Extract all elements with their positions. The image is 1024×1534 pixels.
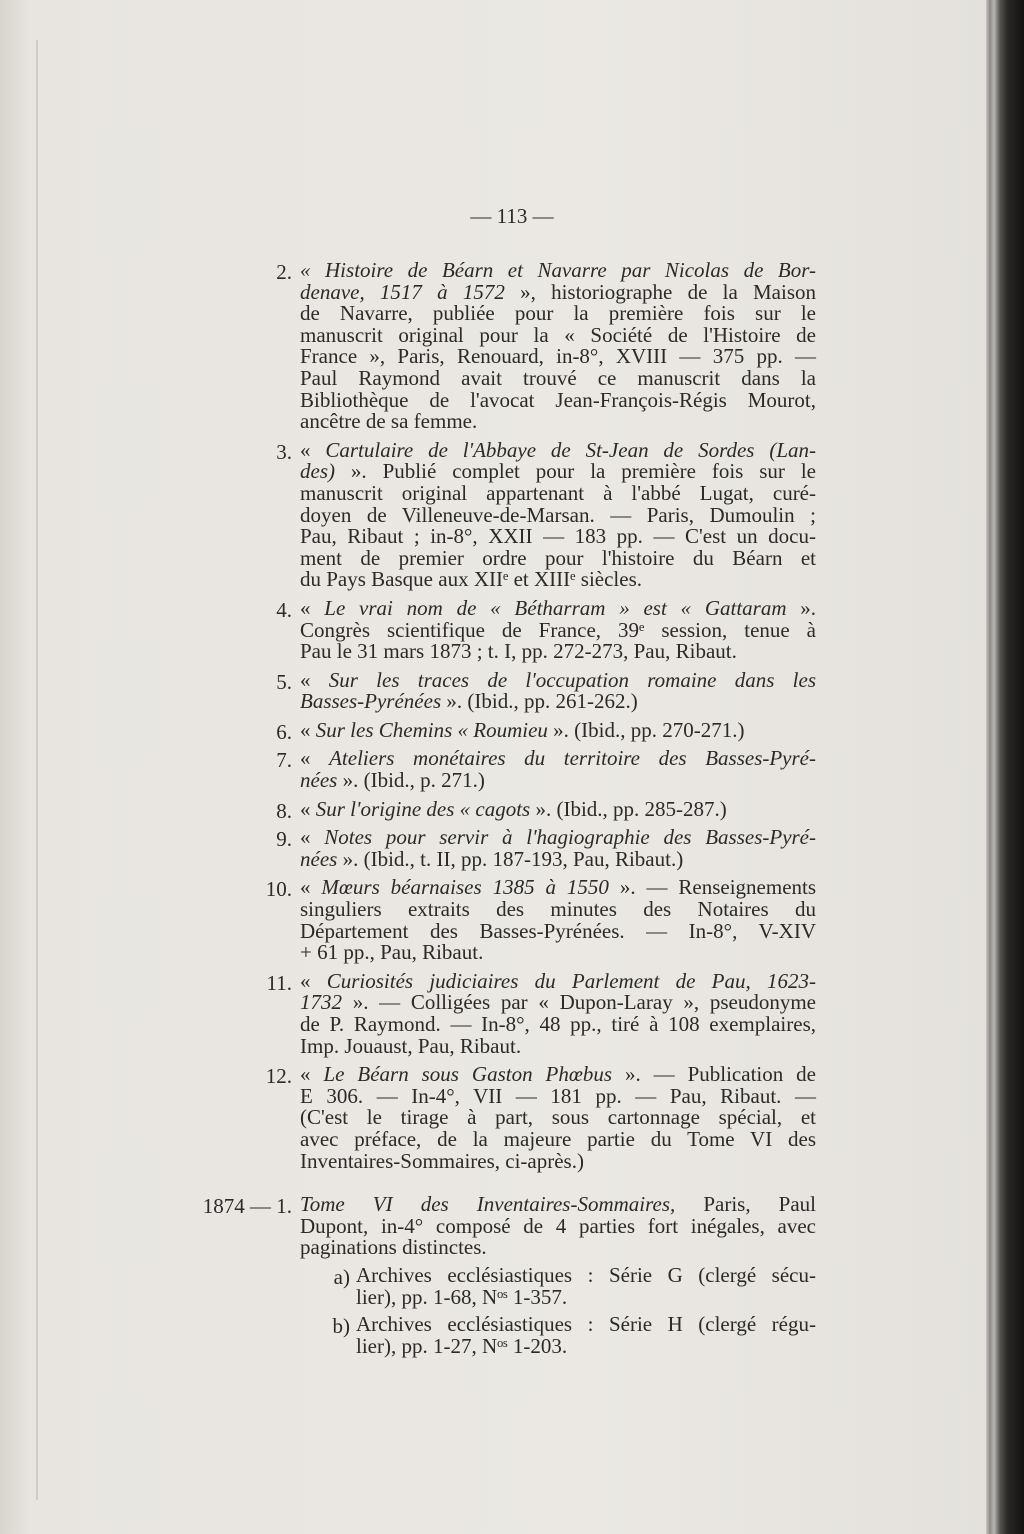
- roman-text: manuscrit original appartenant à l'abbé Lugat, curé-: [300, 480, 816, 505]
- bibliography-entry: [276, 825, 816, 871]
- text-line: [300, 641, 816, 663]
- roman-text: ». — Colligées par « Dupon-Laray », pseudonyme: [342, 990, 816, 1015]
- roman-text: Dupont, in-4° composé de 4 parties fort inégales, avec: [300, 1213, 816, 1238]
- text-line: [300, 595, 817, 620]
- text-line: [300, 691, 816, 713]
- page-edge: [986, 0, 1024, 1534]
- text-line: [300, 1194, 816, 1216]
- text-line: [300, 437, 816, 462]
- text-line: [356, 1314, 816, 1336]
- roman-text: ment de premier ordre pour l'histoire du Béarn et: [300, 545, 816, 570]
- text-line: [300, 717, 816, 742]
- roman-text: Pau le 31 mars 1873 ; t. I, pp. 272-273, Pau, Ribaut.: [300, 639, 737, 664]
- roman-text: ».: [786, 595, 817, 620]
- text-line: [300, 918, 816, 943]
- roman-text: de P. Raymond. — In-8°, 48 pp., tiré à 108 exemplaires,: [300, 1012, 816, 1036]
- text-line: [300, 303, 816, 325]
- roman-text: ». — Renseignements: [608, 875, 817, 900]
- entry-number: 2.: [276, 260, 292, 284]
- text-line: [300, 796, 816, 821]
- entry-number: 11.: [266, 970, 292, 995]
- sub-entry: [332, 1312, 816, 1358]
- text-line: [300, 1237, 816, 1259]
- text-line: [300, 1033, 816, 1058]
- roman-text: Archives ecclésiastiques : Série H (clergé régu-: [356, 1312, 816, 1337]
- entry-number: 1874 — 1.: [202, 1194, 292, 1219]
- text-line: [300, 365, 816, 390]
- roman-text: Pau, Ribaut ; in-8°, XXII — 183 pp. — C'est un docu-: [300, 524, 816, 549]
- bibliography-entry: [276, 746, 816, 793]
- roman-text: Paul Raymond avait trouvé ce manuscrit dans la: [300, 365, 816, 390]
- bibliography-entry: [276, 717, 816, 744]
- bibliography-list: [202, 258, 817, 1364]
- text-line: [300, 1126, 816, 1151]
- italic-title: Sur l'origine des « cagots: [315, 796, 531, 821]
- italic-title: Le vrai nom de « Bétharram » est « Gattaram: [324, 595, 787, 620]
- roman-text: avec préface, de la majeure partie du Tome VI des: [300, 1126, 816, 1151]
- italic-title: nées: [300, 846, 338, 871]
- roman-text: ». (Ibid., p. 271.): [337, 768, 485, 793]
- sub-entry: [333, 1262, 816, 1309]
- roman-text: singuliers extraits des minutes des Notaires du: [300, 897, 816, 922]
- roman-text: », historiographe de la Maison: [504, 279, 816, 304]
- text-line: [300, 387, 816, 412]
- roman-text: «: [300, 825, 325, 850]
- italic-title: Notes pour servir à l'hagiographie des Basses-Pyré-: [324, 825, 816, 850]
- text-line: [356, 1262, 816, 1287]
- italic-title: Ateliers monétaires du territoire des Basses-Pyré-: [329, 746, 816, 771]
- bibliography-entry: [202, 1192, 816, 1358]
- text-line: [300, 827, 816, 849]
- text-line: [300, 480, 816, 505]
- roman-text: France », Paris, Renouard, in-8°, XVIII — 375 pp. —: [300, 344, 816, 369]
- text-line: [300, 502, 816, 527]
- roman-text: lier), pp. 1-27, Nᵒˢ 1-203.: [356, 1333, 568, 1358]
- roman-text: «: [300, 1062, 324, 1087]
- italic-title: Sur les traces de l'occupation romaine dans les: [328, 667, 816, 692]
- roman-text: du Pays Basque aux XIIᵉ et XIIIᵉ siècles.: [300, 567, 643, 592]
- roman-text: ancêtre de sa femme.: [300, 409, 478, 434]
- entry-number: 4.: [276, 597, 292, 622]
- text-line: [300, 322, 816, 347]
- text-line: [300, 526, 816, 548]
- text-line: [300, 899, 816, 921]
- italic-title: 1732: [300, 990, 342, 1015]
- entry-number: 7.: [276, 748, 292, 773]
- text-line: [300, 346, 816, 368]
- roman-text: paginations distinctes.: [300, 1235, 487, 1260]
- italic-title: Tome VI des Inventaires-Sommaires,: [300, 1192, 676, 1217]
- roman-text: «: [300, 595, 325, 620]
- entry-number: 6.: [276, 719, 292, 744]
- text-line: [300, 617, 816, 642]
- italic-title: Sur les Chemins « Roumieu: [315, 717, 548, 742]
- page-fold-line: [36, 40, 38, 1500]
- italic-title: Le Béarn sous Gaston Phœbus: [323, 1062, 613, 1087]
- roman-text: Inventaires-Sommaires, ci-après.): [300, 1148, 584, 1173]
- italic-title: « Histoire de Béarn et Navarre par Nicolas de Bor-: [300, 258, 816, 282]
- roman-text: «: [300, 746, 330, 771]
- roman-text: manuscrit original pour la « Société de l'Histoire de: [300, 322, 816, 347]
- roman-text: «: [300, 875, 322, 900]
- roman-text: ». (Ibid., pp. 270-271.): [547, 717, 745, 742]
- text-line: [300, 1083, 816, 1108]
- bibliography-entry: [276, 437, 816, 592]
- roman-text: Département des Basses-Pyrénées. — In-8°, V-XIV: [300, 918, 816, 943]
- page-number: — 113 —: [470, 204, 554, 228]
- text-line: [300, 1213, 816, 1238]
- text-line: [300, 770, 816, 792]
- roman-text: «: [300, 667, 329, 692]
- italic-title: des): [300, 459, 335, 484]
- italic-title: denave, 1517 à 1572: [300, 279, 505, 304]
- roman-text: Paris, Paul: [675, 1192, 816, 1217]
- roman-text: lier), pp. 1-68, Nᵒˢ 1-357.: [356, 1284, 568, 1309]
- entry-number: 10.: [265, 877, 292, 902]
- entry-number: 5.: [276, 669, 292, 694]
- entry-number: 9.: [276, 827, 292, 852]
- text-line: [300, 942, 816, 964]
- italic-title: nées: [300, 768, 338, 793]
- text-line: [300, 877, 816, 899]
- text-line: [300, 667, 816, 692]
- roman-text: ». (Ibid., t. II, pp. 187-193, Pau, Ribaut.): [337, 846, 684, 871]
- italic-title: Curiosités judiciaires du Parlement de Pau, 1623-: [326, 968, 816, 993]
- text-line: [300, 1148, 816, 1173]
- text-line: [300, 968, 816, 993]
- text-line: [300, 846, 816, 871]
- text-line: [300, 411, 816, 433]
- roman-text: «: [300, 717, 316, 742]
- sub-entry-letter: b): [332, 1314, 350, 1339]
- italic-title: Basses-Pyrénées: [300, 689, 442, 714]
- italic-title: Cartulaire de l'Abbaye de St-Jean de Sordes (Lan-: [325, 437, 816, 462]
- roman-text: Bibliothèque de l'avocat Jean-François-Régis Mourot,: [300, 387, 816, 412]
- text-line: [300, 748, 816, 770]
- sub-entry-letter: a): [333, 1264, 350, 1289]
- roman-text: «: [300, 968, 327, 993]
- roman-text: (C'est le tirage à part, sous cartonnage spécial, et: [300, 1105, 816, 1130]
- roman-text: doyen de Villeneuve-de-Marsan. — Paris, Dumoulin ;: [300, 502, 816, 527]
- roman-text: ». — Publication de: [612, 1062, 816, 1087]
- bibliography-entry: [266, 968, 816, 1058]
- bibliography-entry: [276, 796, 816, 823]
- text-line: [356, 1284, 816, 1309]
- roman-text: «: [300, 796, 316, 821]
- bibliography-entry: [265, 875, 817, 965]
- roman-text: de Navarre, publiée pour la première fois sur le: [300, 301, 816, 326]
- roman-text: Congrès scientifique de France, 39ᵉ session, tenue à: [300, 617, 816, 642]
- roman-text: Archives ecclésiastiques : Série G (clergé sécu-: [356, 1262, 816, 1287]
- entry-number: 12.: [265, 1064, 292, 1089]
- text-line: [300, 279, 816, 304]
- text-line: [300, 1064, 816, 1086]
- entry-number: 3.: [276, 439, 292, 464]
- bibliography-entry: [276, 667, 816, 714]
- roman-text: + 61 pp., Pau, Ribaut.: [300, 940, 484, 965]
- italic-title: Mœurs béarnaises 1385 à 1550: [321, 875, 609, 900]
- roman-text: ». (Ibid., pp. 261-262.): [441, 689, 638, 714]
- roman-text: «: [300, 437, 326, 462]
- bibliography-entry: [276, 258, 816, 434]
- roman-text: Imp. Jouaust, Pau, Ribaut.: [300, 1033, 522, 1058]
- roman-text: ». Publié complet pour la première fois sur le: [335, 459, 816, 484]
- bibliography-entry: [265, 1062, 816, 1173]
- text-line: [300, 569, 816, 591]
- roman-text: E 306. — In-4°, VII — 181 pp. — Pau, Ribaut. —: [300, 1083, 816, 1108]
- text-line: [356, 1333, 816, 1358]
- text-line: [300, 545, 816, 570]
- entry-number: 8.: [276, 798, 292, 823]
- text-line: [300, 461, 816, 483]
- roman-text: ». (Ibid., pp. 285-287.): [530, 796, 727, 821]
- text-line: [300, 260, 816, 282]
- text-line: [300, 1107, 816, 1129]
- text-line: [300, 1014, 816, 1036]
- text-line: [300, 992, 816, 1014]
- bibliography-entry: [276, 595, 817, 664]
